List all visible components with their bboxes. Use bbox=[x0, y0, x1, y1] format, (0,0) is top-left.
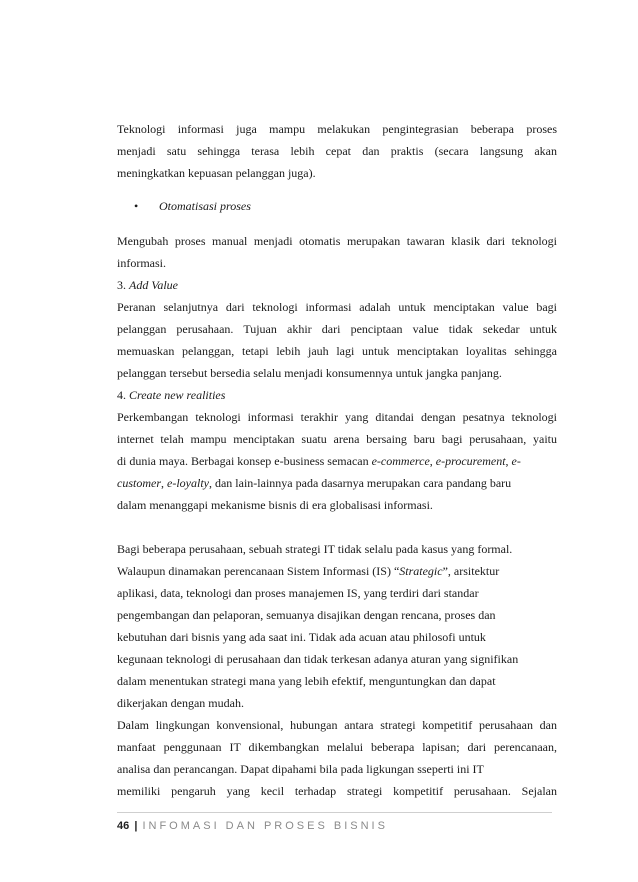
text-line: dalam menanggapi mekanisme bisnis di era globalisasi informasi. bbox=[117, 498, 433, 512]
text-line: manfaat penggunaan IT dikembangkan melalui beberapa lapisan; dari perencanaan, bbox=[117, 740, 557, 754]
text-line bbox=[117, 450, 557, 472]
text-span: ”, arsitektur bbox=[442, 564, 500, 578]
page-footer bbox=[117, 820, 388, 832]
text-line: dikerjakan dengan mudah. bbox=[117, 696, 244, 710]
text-span: e-procurement bbox=[435, 454, 506, 468]
text-line: pelanggan tersebut bersedia selalu menjadi konsumennya untuk jangka panjang. bbox=[117, 366, 502, 380]
footer-separator: | bbox=[134, 820, 138, 832]
text-span: , dan lain-lainnya pada dasarnya merupakan cara pandang baru bbox=[208, 476, 512, 490]
text-span: , bbox=[429, 454, 436, 468]
text-line: internet telah mampu menciptakan suatu arena bersaing baru bagi perusahaan, yaitu bbox=[117, 432, 557, 446]
text-line bbox=[117, 560, 557, 582]
add-value-paragraph bbox=[117, 296, 557, 384]
bullet-text: Otomatisasi proses bbox=[159, 199, 251, 213]
page-number: 46 bbox=[117, 820, 130, 832]
section-number: 4. bbox=[117, 388, 126, 402]
text-line: memuaskan pelanggan, tetapi lebih jauh lagi untuk menciptakan loyalitas sehingga bbox=[117, 344, 557, 358]
text-span: e-loyalty bbox=[167, 476, 209, 490]
bullet-icon: • bbox=[134, 199, 139, 213]
text-line: informasi. bbox=[117, 256, 166, 270]
text-span: di dunia maya. Berbagai konsep e-business semacan bbox=[117, 454, 372, 468]
text-line: meningkatkan kepuasan pelanggan juga). bbox=[117, 166, 316, 180]
text-line: Dalam lingkungan konvensional, hubungan antara strategi kompetitif perusahaan dan bbox=[117, 718, 557, 732]
section-heading-add-value bbox=[117, 274, 557, 296]
text-line bbox=[117, 472, 557, 494]
text-line: memiliki pengaruh yang kecil terhadap strategi kompetitif perusahaan. Sejalan bbox=[117, 784, 557, 798]
text-span: e-commerce bbox=[371, 454, 430, 468]
text-line: Peranan selanjutnya dari teknologi informasi adalah untuk menciptakan value bagi bbox=[117, 300, 557, 314]
intro-paragraph bbox=[117, 118, 557, 184]
text-line: Teknologi informasi juga mampu melakukan pengintegrasian beberapa proses bbox=[117, 122, 557, 136]
text-span: customer bbox=[117, 476, 161, 490]
text-line: Mengubah proses manual menjadi otomatis merupakan tawaran klasik dari teknologi bbox=[117, 234, 557, 248]
text-line: menjadi satu sehingga terasa lebih cepat dan praktis (secara langsung akan bbox=[117, 144, 557, 158]
text-line: aplikasi, data, teknologi dan proses manajemen IS, yang terdiri dari standar bbox=[117, 586, 479, 600]
text-span: Walaupun dinamakan perencanaan Sistem Informasi (IS) “ bbox=[117, 564, 400, 578]
section-number: 3. bbox=[117, 278, 126, 292]
text-line: analisa dan perancangan. Dapat dipahami bila pada ligkungan sseperti ini IT bbox=[117, 762, 484, 776]
conventional-environment-paragraph bbox=[117, 714, 557, 802]
section-title: Add Value bbox=[129, 278, 178, 292]
text-span: Strategic bbox=[399, 564, 443, 578]
page-body bbox=[117, 118, 557, 802]
new-realities-paragraph bbox=[117, 406, 557, 516]
text-span: , bbox=[505, 454, 512, 468]
automation-paragraph bbox=[117, 230, 557, 274]
text-line: Bagi beberapa perusahaan, sebuah strategi IT tidak selalu pada kasus yang formal. bbox=[117, 542, 513, 556]
text-span: e- bbox=[511, 454, 521, 468]
bullet-item bbox=[134, 195, 557, 217]
text-line: kegunaan teknologi di perusahaan dan tidak terkesan adanya aturan yang signifikan bbox=[117, 652, 519, 666]
running-title: INFOMASI DAN PROSES BISNIS bbox=[142, 820, 388, 832]
section-title: Create new realities bbox=[129, 388, 226, 402]
text-line: pelanggan perusahaan. Tujuan akhir dari penciptaan value tidak sekedar untuk bbox=[117, 322, 557, 336]
text-line: pengembangan dan pelaporan, semuanya disajikan dengan rencana, proses dan bbox=[117, 608, 496, 622]
text-line: dalam menentukan strategi mana yang lebih efektif, menguntungkan dan dapat bbox=[117, 674, 496, 688]
text-line: Perkembangan teknologi informasi terakhir yang ditandai dengan pesatnya teknologi bbox=[117, 410, 557, 424]
section-heading-create-new-realities bbox=[117, 384, 557, 406]
text-line: kebutuhan dari bisnis yang ada saat ini. Tidak ada acuan atau philosofi untuk bbox=[117, 630, 486, 644]
footer-divider bbox=[117, 812, 552, 813]
text-span: , bbox=[161, 476, 167, 490]
it-strategy-paragraph bbox=[117, 538, 557, 714]
